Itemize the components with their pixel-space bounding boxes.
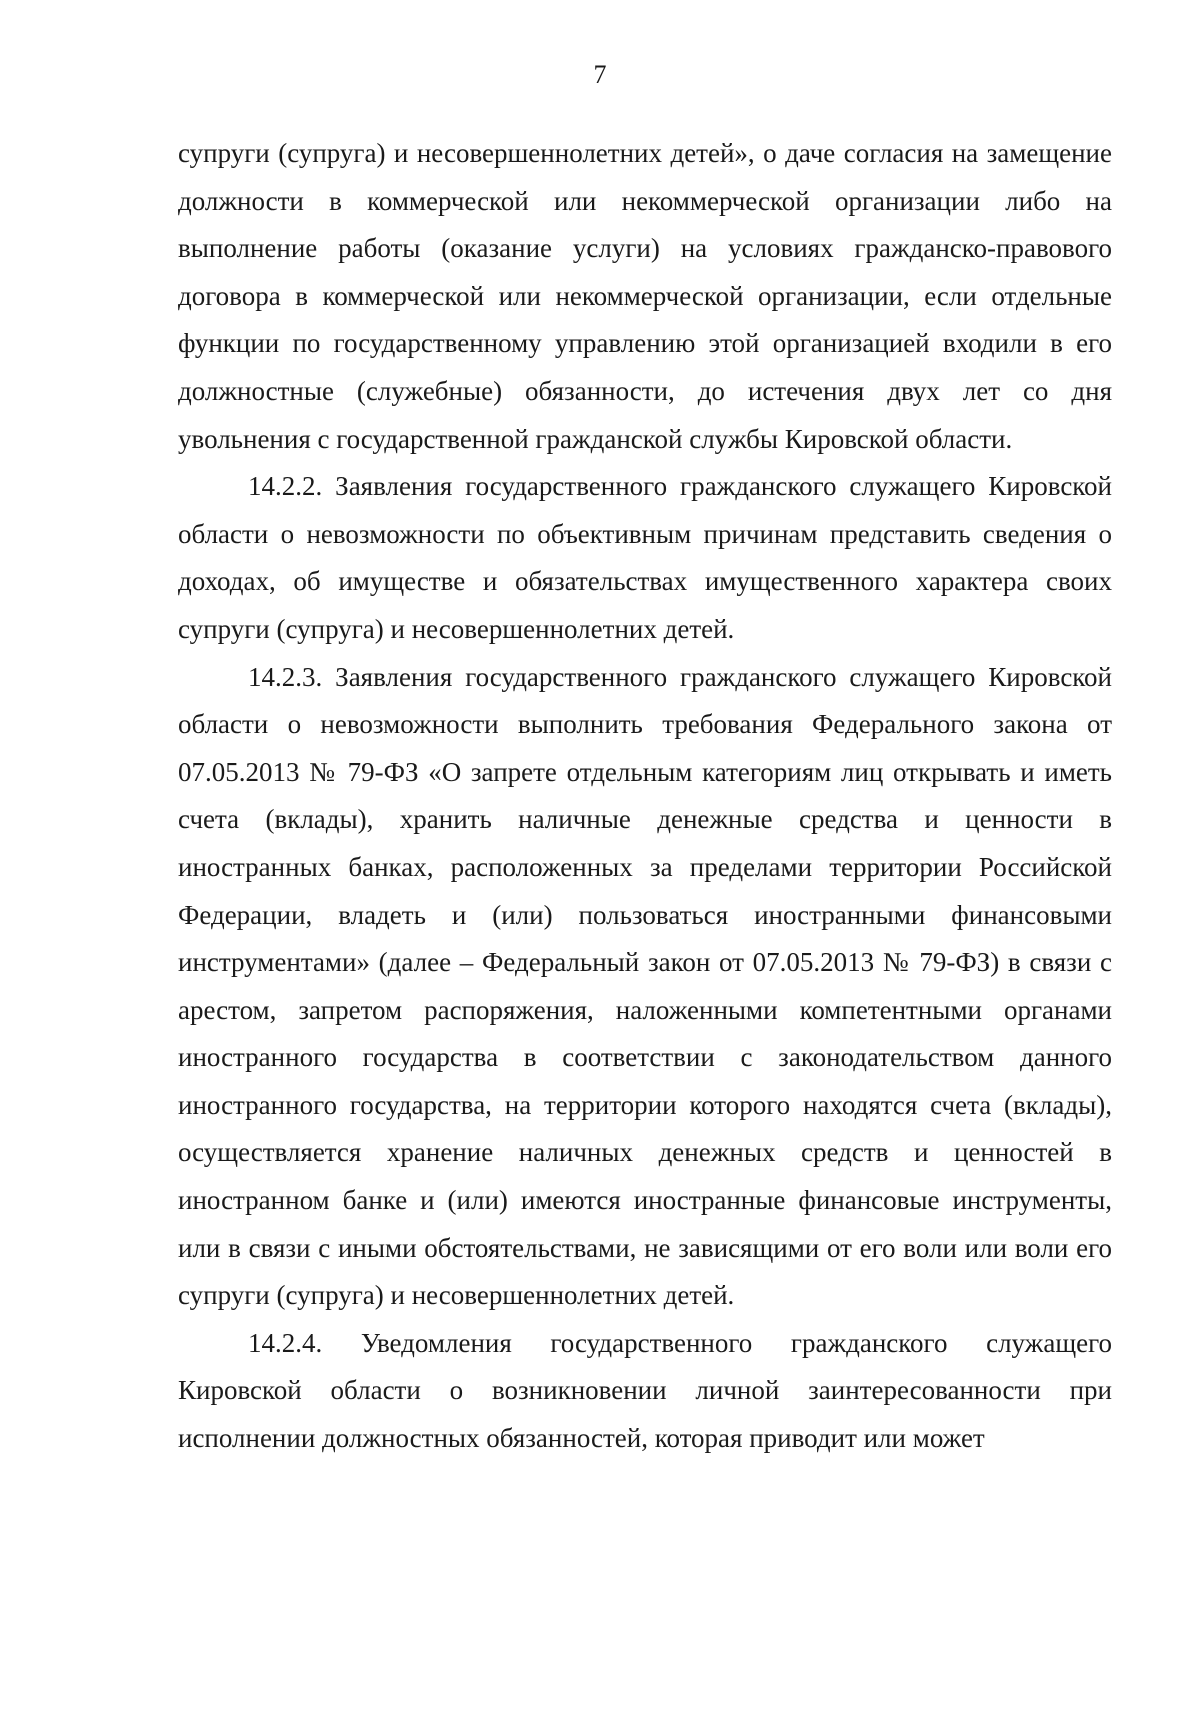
document-body <box>178 130 1112 1463</box>
paragraph-continuation: супруги (супруга) и несовершеннолетних детей», о даче согласия на замещение должности в коммерческой или некоммерческой организации либо на выполнение работы (оказание услуги) на условиях гражданско-правового договора в коммерческой или некоммерческой организации, если отдельные функции по государственному управлению этой организацией входили в его должностные (служебные) обязанности, до истечения двух лет со дня увольнения с государственной гражданской службы Кировской области. <box>178 138 1112 454</box>
page-number: 7 <box>593 60 607 89</box>
paragraph-14-2-3: 14.2.3. Заявления государственного гражданского служащего Кировской области о невозможности выполнить требования Федерального закона от 07.05.2013 № 79-ФЗ «О запрете отдельным категориям лиц открывать и иметь счета (вклады), хранить наличные денежные средства и ценности в иностранных банках, расположенных за пределами территории Российской Федерации, владеть и (или) пользоваться иностранными финансовыми инструментами» (далее – Федеральный закон от 07.05.2013 № 79-ФЗ) в связи с арестом, запретом распоряжения, наложенными компетентными органами иностранного государства в соответствии с законодательством данного иностранного государства, на территории которого находятся счета (вклады), осуществляется хранение наличных денежных средств и ценностей в иностранном банке и (или) имеются иностранные финансовые инструменты, или в связи с иными обстоятельствами, не зависящими от его воли или воли его супруги (супруга) и несовершеннолетних детей. <box>178 661 1112 1311</box>
paragraph-14-2-4: 14.2.4. Уведомления государственного гражданского служащего Кировской области о возникновении личной заинтересованности при исполнении должностных обязанностей, которая приводит или может <box>178 1327 1112 1454</box>
paragraph-14-2-2: 14.2.2. Заявления государственного гражданского служащего Кировской области о невозможности по объективным причинам представить сведения о доходах, об имуществе и обязательствах имущественного характера своих супруги (супруга) и несовершеннолетних детей. <box>178 471 1112 644</box>
